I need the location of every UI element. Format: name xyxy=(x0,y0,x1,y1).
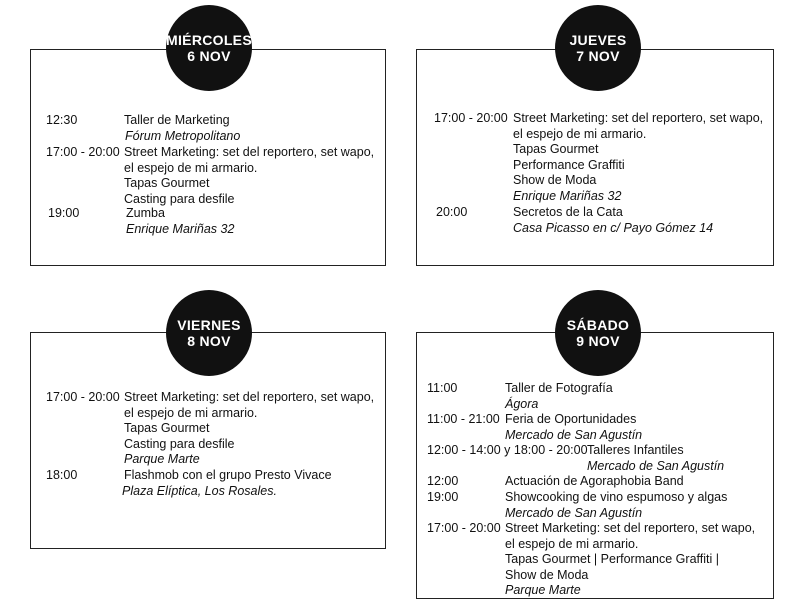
day-name: SÁBADO xyxy=(566,317,630,333)
event-title: Flashmob con el grupo Presto Vivace xyxy=(124,468,332,482)
event-line: Tapas Gourmet xyxy=(124,176,210,191)
event-line: Tapas Gourmet xyxy=(513,142,599,157)
event-title: Zumba xyxy=(126,206,165,220)
event-venue: Mercado de San Agustín xyxy=(505,427,643,442)
event-time: 18:00 xyxy=(46,468,78,482)
event-line: Performance Graffiti xyxy=(513,157,625,172)
event-line: Street Marketing: set del reportero, set wapo, xyxy=(505,521,756,535)
day-name: MIÉRCOLES xyxy=(166,32,252,48)
event-time: 19:00 xyxy=(48,206,80,220)
event-venue: Parque Marte xyxy=(124,452,200,467)
day-badge-miercoles xyxy=(166,5,252,91)
event-line: el espejo de mi armario. xyxy=(505,536,639,551)
event-title: Feria de Oportunidades xyxy=(505,412,637,426)
event-time: 17:00 - 20:00 xyxy=(434,111,508,125)
event-venue: Enrique Mariñas 32 xyxy=(513,188,622,203)
event-venue: Enrique Mariñas 32 xyxy=(126,221,235,236)
day-date: 9 NOV xyxy=(576,333,620,349)
event-venue: Mercado de San Agustín xyxy=(505,505,643,520)
event-line: Casting para desfile xyxy=(124,436,235,451)
event-line: Street Marketing: set del reportero, set wapo, xyxy=(124,145,375,159)
event-line: Street Marketing: set del reportero, set wapo, xyxy=(513,111,764,125)
day-badge-sabado xyxy=(555,290,641,376)
event-time: 12:30 xyxy=(46,113,78,127)
event-venue: Fórum Metropolitano xyxy=(125,128,241,143)
day-date: 6 NOV xyxy=(187,48,231,64)
event-title: Taller de Fotografía xyxy=(505,381,613,395)
event-title: Actuación de Agoraphobia Band xyxy=(505,474,684,488)
day-badge-viernes xyxy=(166,290,252,376)
event-venue: Parque Marte xyxy=(505,583,581,598)
event-line: el espejo de mi armario. xyxy=(124,160,258,175)
event-time: 20:00 xyxy=(436,205,468,219)
day-date: 8 NOV xyxy=(187,333,231,349)
event-time: 12:00 - 14:00 y 18:00 - 20:00 xyxy=(427,443,588,457)
event-line: Casting para desfile xyxy=(124,191,235,206)
day-badge-jueves xyxy=(555,5,641,91)
event-venue: Casa Picasso en c/ Payo Gómez 14 xyxy=(513,220,714,235)
event-time: 17:00 - 20:00 xyxy=(46,145,120,159)
event-line: el espejo de mi armario. xyxy=(513,126,647,141)
event-time: 19:00 xyxy=(427,490,459,504)
event-line: Tapas Gourmet | Performance Graffiti | xyxy=(505,552,719,567)
event-time: 12:00 xyxy=(427,474,459,488)
event-title: Secretos de la Cata xyxy=(513,205,623,219)
event-time: 17:00 - 20:00 xyxy=(46,390,120,404)
event-time: 11:00 - 21:00 xyxy=(427,412,500,426)
event-line: Show de Moda xyxy=(513,173,597,188)
event-line: Tapas Gourmet xyxy=(124,421,210,436)
event-title: Taller de Marketing xyxy=(124,113,230,127)
event-venue: Ágora xyxy=(505,396,539,411)
event-time: 17:00 - 20:00 xyxy=(427,521,501,535)
event-venue: Mercado de San Agustín xyxy=(587,458,725,473)
event-line: el espejo de mi armario. xyxy=(124,405,258,420)
event-line: Street Marketing: set del reportero, set wapo, xyxy=(124,390,375,404)
day-name: VIERNES xyxy=(177,317,241,333)
event-time: 11:00 xyxy=(427,381,458,395)
day-date: 7 NOV xyxy=(576,48,620,64)
event-line: Show de Moda xyxy=(505,567,589,582)
day-name: JUEVES xyxy=(569,32,627,48)
event-venue: Plaza Elíptica, Los Rosales. xyxy=(122,483,277,498)
event-title: Talleres Infantiles xyxy=(587,443,684,457)
event-title: Showcooking de vino espumoso y algas xyxy=(505,490,728,504)
